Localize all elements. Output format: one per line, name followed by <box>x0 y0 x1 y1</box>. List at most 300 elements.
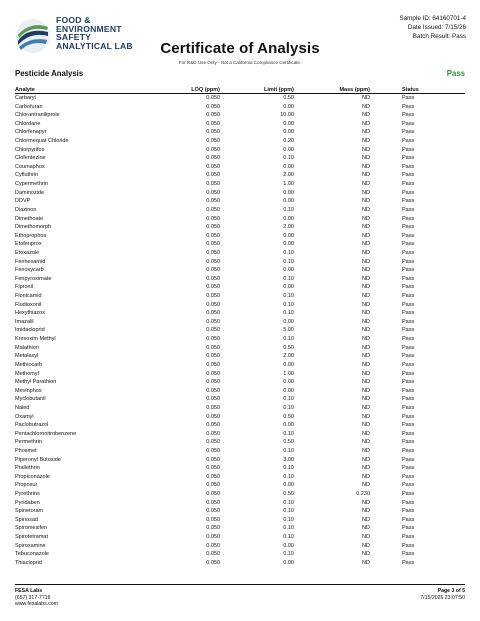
status-cell: Pass <box>402 551 415 558</box>
loq-cell: 0.050 <box>206 473 220 480</box>
table-row <box>15 447 465 456</box>
loq-cell: 0.050 <box>206 404 220 411</box>
limit-cell: 0.00 <box>283 103 294 110</box>
loq-cell: 0.050 <box>206 353 220 360</box>
analyte-cell: Paclobutrazol <box>15 422 49 429</box>
analyte-cell: Cyfluthrin <box>15 172 39 179</box>
analyte-cell: Fludioxonil <box>15 301 42 308</box>
results-body <box>15 94 465 568</box>
status-cell: Pass <box>402 241 415 248</box>
analyte-cell: Clofentezine <box>15 155 46 162</box>
loq-cell: 0.050 <box>206 516 220 523</box>
table-row <box>15 163 465 172</box>
analyte-cell: Propiconazole <box>15 473 50 480</box>
mass-cell: ND <box>362 482 370 489</box>
loq-cell: 0.050 <box>206 249 220 256</box>
status-cell: Pass <box>402 370 415 377</box>
limit-cell: 0.00 <box>283 379 294 386</box>
mass-cell: ND <box>362 361 370 368</box>
limit-cell: 0.00 <box>283 482 294 489</box>
loq-cell: 0.050 <box>206 387 220 394</box>
footer-website: www.fesalabs.com <box>15 601 58 607</box>
mass-cell: ND <box>362 336 370 343</box>
table-row <box>15 387 465 396</box>
loq-cell: 0.050 <box>206 129 220 136</box>
status-cell: Pass <box>402 473 415 480</box>
column-header-analyte: Analyte <box>15 86 170 94</box>
analyte-cell: Etoxazole <box>15 249 40 256</box>
loq-cell: 0.050 <box>206 430 220 437</box>
table-row <box>15 524 465 533</box>
limit-cell: 0.10 <box>283 508 294 515</box>
loq-cell: 0.050 <box>206 103 220 110</box>
table-row <box>15 258 465 267</box>
status-cell: Pass <box>402 482 415 489</box>
mass-cell: ND <box>362 499 370 506</box>
mass-cell: ND <box>362 120 370 127</box>
limit-cell: 1.00 <box>283 181 294 188</box>
table-row <box>15 507 465 516</box>
table-row <box>15 361 465 370</box>
loq-cell: 0.050 <box>206 172 220 179</box>
analyte-cell: Carbofuran <box>15 103 43 110</box>
analyte-cell: Diazinon <box>15 206 37 213</box>
limit-cell: 0.10 <box>283 293 294 300</box>
table-row <box>15 533 465 542</box>
table-row <box>15 318 465 327</box>
analyte-cell: Methyl Parathion <box>15 379 57 386</box>
mass-cell: ND <box>362 138 370 145</box>
table-row <box>15 378 465 387</box>
status-cell: Pass <box>402 422 415 429</box>
mass-cell: ND <box>362 258 370 265</box>
table-row <box>15 413 465 422</box>
status-cell: Pass <box>402 542 415 549</box>
status-cell: Pass <box>402 516 415 523</box>
analyte-cell: Spiromesifen <box>15 525 48 532</box>
table-row <box>15 456 465 465</box>
table-row <box>15 215 465 224</box>
loq-cell: 0.050 <box>206 301 220 308</box>
analyte-cell: DDVP <box>15 198 31 205</box>
limit-cell: 2.00 <box>283 353 294 360</box>
limit-cell: 0.50 <box>283 95 294 101</box>
analyte-cell: Mevinphos <box>15 387 42 394</box>
limit-cell: 0.00 <box>283 267 294 274</box>
table-row <box>15 499 465 508</box>
loq-cell: 0.050 <box>206 396 220 403</box>
limit-cell: 0.00 <box>283 361 294 368</box>
status-cell: Pass <box>402 525 415 532</box>
status-cell: Pass <box>402 534 415 541</box>
mass-cell: ND <box>362 370 370 377</box>
table-row <box>15 559 465 568</box>
limit-cell: 0.10 <box>283 301 294 308</box>
logo-line: ANALYTICAL LAB <box>56 40 133 51</box>
loq-cell: 0.050 <box>206 379 220 386</box>
footer-page-number: Page 3 of 5 <box>437 588 465 594</box>
analyte-cell: Methomyl <box>15 370 39 377</box>
status-cell: Pass <box>402 267 415 274</box>
footer-divider <box>15 584 465 585</box>
limit-cell: 0.50 <box>283 344 294 351</box>
mass-cell: ND <box>362 112 370 119</box>
limit-cell: 0.00 <box>283 284 294 291</box>
table-row <box>15 309 465 318</box>
batch-result: Batch Result: Pass <box>412 33 466 40</box>
table-row <box>15 516 465 525</box>
limit-cell: 0.10 <box>283 404 294 411</box>
loq-cell: 0.050 <box>206 258 220 265</box>
analyte-cell: Hexythiazox <box>15 310 45 317</box>
mass-cell: ND <box>362 241 370 248</box>
mass-cell: ND <box>362 95 370 101</box>
loq-cell: 0.050 <box>206 344 220 351</box>
limit-cell: 0.00 <box>283 129 294 136</box>
analyte-cell: Myclobutanil <box>15 396 46 403</box>
table-row <box>15 128 465 137</box>
mass-cell: ND <box>362 103 370 110</box>
mass-cell: ND <box>362 430 370 437</box>
loq-cell: 0.050 <box>206 284 220 291</box>
loq-cell: 0.050 <box>206 370 220 377</box>
status-cell: Pass <box>402 404 415 411</box>
status-cell: Pass <box>402 224 415 231</box>
loq-cell: 0.050 <box>206 327 220 334</box>
status-cell: Pass <box>402 499 415 506</box>
limit-cell: 0.10 <box>283 499 294 506</box>
limit-cell: 0.10 <box>283 525 294 532</box>
table-row <box>15 240 465 249</box>
loq-cell: 0.050 <box>206 482 220 489</box>
table-row <box>15 335 465 344</box>
limit-cell: 0.00 <box>283 146 294 153</box>
loq-cell: 0.050 <box>206 534 220 541</box>
analyte-cell: Prallethrin <box>15 465 40 472</box>
status-cell: Pass <box>402 215 415 222</box>
limit-cell: 0.00 <box>283 318 294 325</box>
limit-cell: 0.10 <box>283 336 294 343</box>
mass-cell: ND <box>362 318 370 325</box>
loq-cell: 0.050 <box>206 112 220 119</box>
status-cell: Pass <box>402 336 415 343</box>
loq-cell: 0.050 <box>206 559 220 566</box>
disclaimer: For R&D Use Only - Not a California Compliance Certificate. <box>178 60 302 65</box>
date-issued: Date Issued: 7/15/26 <box>407 24 466 31</box>
table-row <box>15 266 465 275</box>
loq-cell: 0.050 <box>206 155 220 162</box>
analyte-cell: Flonicamid <box>15 293 42 300</box>
table-row <box>15 473 465 482</box>
limit-cell: 2.00 <box>283 224 294 231</box>
limit-cell: 0.10 <box>283 534 294 541</box>
limit-cell: 0.10 <box>283 430 294 437</box>
table-row <box>15 146 465 155</box>
status-cell: Pass <box>402 379 415 386</box>
limit-cell: 0.10 <box>283 249 294 256</box>
mass-cell: ND <box>362 284 370 291</box>
status-cell: Pass <box>402 413 415 420</box>
limit-cell: 10.00 <box>280 112 294 119</box>
status-cell: Pass <box>402 456 415 463</box>
table-row <box>15 352 465 361</box>
loq-cell: 0.050 <box>206 318 220 325</box>
mass-cell: ND <box>362 465 370 472</box>
mass-cell: ND <box>362 181 370 188</box>
footer-lab-name: FESA Labs <box>15 588 43 594</box>
table-row <box>15 232 465 241</box>
status-cell: Pass <box>402 318 415 325</box>
status-cell: Pass <box>402 430 415 437</box>
table-row <box>15 438 465 447</box>
analyte-cell: Fenpyroximate <box>15 275 52 282</box>
mass-cell: ND <box>362 310 370 317</box>
table-row <box>15 421 465 430</box>
status-cell: Pass <box>402 327 415 334</box>
column-header-loq: LOQ (ppm) <box>170 86 244 94</box>
mass-cell: ND <box>362 155 370 162</box>
status-cell: Pass <box>402 146 415 153</box>
table-row <box>15 171 465 180</box>
table-row <box>15 103 465 112</box>
analyte-cell: Fenoxycarb <box>15 267 44 274</box>
table-row <box>15 189 465 198</box>
column-header-status: Status <box>402 86 465 94</box>
sample-id: Sample ID: 64160701-4 <box>399 15 466 22</box>
analyte-cell: Etofenprox <box>15 241 42 248</box>
analyte-cell: Cypermethrin <box>15 181 49 188</box>
status-cell: Pass <box>402 155 415 162</box>
document-header <box>0 0 480 62</box>
analyte-cell: Coumaphos <box>15 163 45 170</box>
loq-cell: 0.050 <box>206 120 220 127</box>
analyte-cell: Metalaxyl <box>15 353 39 360</box>
limit-cell: 0.10 <box>283 551 294 558</box>
status-cell: Pass <box>402 258 415 265</box>
status-cell: Pass <box>402 361 415 368</box>
mass-cell: ND <box>362 396 370 403</box>
table-row <box>15 249 465 258</box>
limit-cell: 0.20 <box>283 138 294 145</box>
mass-cell: ND <box>362 172 370 179</box>
mass-cell: ND <box>362 224 370 231</box>
status-cell: Pass <box>402 559 415 566</box>
loq-cell: 0.050 <box>206 551 220 558</box>
table-row <box>15 197 465 206</box>
loq-cell: 0.050 <box>206 413 220 420</box>
status-cell: Pass <box>402 138 415 145</box>
analyte-cell: Daminozide <box>15 189 45 196</box>
loq-cell: 0.050 <box>206 491 220 498</box>
mass-cell: ND <box>362 534 370 541</box>
status-cell: Pass <box>402 189 415 196</box>
analyte-cell: Kresoxim Methyl <box>15 336 56 343</box>
table-row <box>15 550 465 559</box>
table-row <box>15 542 465 551</box>
status-cell: Pass <box>402 491 415 498</box>
mass-cell: ND <box>362 413 370 420</box>
limit-cell: 0.10 <box>283 310 294 317</box>
limit-cell: 0.00 <box>283 120 294 127</box>
mass-cell: ND <box>362 379 370 386</box>
footer-page-info <box>420 588 465 601</box>
status-cell: Pass <box>402 129 415 136</box>
analyte-cell: Imazalil <box>15 318 34 325</box>
limit-cell: 0.50 <box>283 439 294 446</box>
loq-cell: 0.050 <box>206 189 220 196</box>
limit-cell: 0.10 <box>283 447 294 454</box>
limit-cell: 0.00 <box>283 189 294 196</box>
column-header-mass: Mass (ppm) <box>314 86 402 94</box>
logo-line: FOOD & <box>56 15 91 25</box>
limit-cell: 0.00 <box>283 163 294 170</box>
loq-cell: 0.050 <box>206 542 220 549</box>
mass-cell: ND <box>362 275 370 282</box>
mass-cell: ND <box>362 525 370 532</box>
analyte-cell: Fenhexamid <box>15 258 46 265</box>
analyte-cell: Tebuconazole <box>15 551 49 558</box>
sample-meta <box>399 14 466 41</box>
loq-cell: 0.050 <box>206 422 220 429</box>
status-cell: Pass <box>402 232 415 239</box>
status-cell: Pass <box>402 387 415 394</box>
analyte-cell: Pyrethrins <box>15 491 40 498</box>
table-row <box>15 275 465 284</box>
loq-cell: 0.050 <box>206 198 220 205</box>
analyte-cell: Dimethomorph <box>15 224 52 231</box>
table-row <box>15 111 465 120</box>
limit-cell: 0.10 <box>283 258 294 265</box>
mass-cell: ND <box>362 198 370 205</box>
mass-cell: ND <box>362 344 370 351</box>
table-row <box>15 464 465 473</box>
limit-cell: 0.00 <box>283 559 294 566</box>
loq-cell: 0.050 <box>206 215 220 222</box>
table-row <box>15 154 465 163</box>
loq-cell: 0.050 <box>206 447 220 454</box>
status-cell: Pass <box>402 103 415 110</box>
limit-cell: 0.50 <box>283 491 294 498</box>
logo-line: ENVIRONMENT <box>56 23 122 34</box>
mass-cell: ND <box>362 189 370 196</box>
status-cell: Pass <box>402 465 415 472</box>
table-row <box>15 344 465 353</box>
loq-cell: 0.050 <box>206 181 220 188</box>
mass-cell: ND <box>362 301 370 308</box>
mass-cell: ND <box>362 473 370 480</box>
analyte-cell: Carbaryl <box>15 95 36 101</box>
status-cell: Pass <box>402 249 415 256</box>
table-row <box>15 223 465 232</box>
limit-cell: 0.00 <box>283 215 294 222</box>
table-row <box>15 180 465 189</box>
status-cell: Pass <box>402 439 415 446</box>
table-row <box>15 430 465 439</box>
mass-cell: ND <box>362 542 370 549</box>
loq-cell: 0.050 <box>206 224 220 231</box>
analyte-cell: Malathion <box>15 344 39 351</box>
analyte-cell: Spiroxamine <box>15 542 46 549</box>
status-cell: Pass <box>402 344 415 351</box>
limit-cell: 0.10 <box>283 396 294 403</box>
status-cell: Pass <box>402 120 415 127</box>
status-cell: Pass <box>402 275 415 282</box>
table-row <box>15 490 465 499</box>
limit-cell: 0.10 <box>283 155 294 162</box>
table-row <box>15 395 465 404</box>
loq-cell: 0.050 <box>206 465 220 472</box>
pesticide-results-table <box>15 86 465 568</box>
limit-cell: 1.00 <box>283 370 294 377</box>
limit-cell: 3.00 <box>283 456 294 463</box>
table-row <box>15 120 465 129</box>
loq-cell: 0.050 <box>206 138 220 145</box>
status-cell: Pass <box>402 284 415 291</box>
loq-cell: 0.050 <box>206 293 220 300</box>
table-row <box>15 292 465 301</box>
footer-lab-info <box>15 588 58 608</box>
mass-cell: ND <box>362 353 370 360</box>
analyte-cell: Phosmet <box>15 447 37 454</box>
table-row <box>15 206 465 215</box>
status-cell: Pass <box>402 353 415 360</box>
mass-cell: ND <box>362 146 370 153</box>
footer-phone: (657) 317-7716 <box>15 594 51 601</box>
analyte-cell: Pyridaben <box>15 499 40 506</box>
limit-cell: 0.50 <box>283 413 294 420</box>
limit-cell: 0.10 <box>283 473 294 480</box>
analyte-cell: Chlordane <box>15 120 41 127</box>
column-header-limit: Limit (ppm) <box>244 86 314 94</box>
footer-timestamp: 7/15/2026 23:07:50 <box>420 594 465 601</box>
status-cell: Pass <box>402 310 415 317</box>
status-cell: Pass <box>402 508 415 515</box>
limit-cell: 2.00 <box>283 172 294 179</box>
table-row <box>15 326 465 335</box>
limit-cell: 0.10 <box>283 516 294 523</box>
mass-cell: ND <box>362 163 370 170</box>
mass-cell: ND <box>362 387 370 394</box>
mass-cell: ND <box>362 456 370 463</box>
limit-cell: 0.00 <box>283 198 294 205</box>
mass-cell: ND <box>362 508 370 515</box>
status-cell: Pass <box>402 396 415 403</box>
analyte-cell: Permethrin <box>15 439 42 446</box>
limit-cell: 5.00 <box>283 327 294 334</box>
analyte-cell: Propoxur <box>15 482 38 489</box>
loq-cell: 0.050 <box>206 456 220 463</box>
mass-cell: 0.230 <box>356 491 370 498</box>
loq-cell: 0.050 <box>206 95 220 101</box>
mass-cell: ND <box>362 447 370 454</box>
status-cell: Pass <box>402 301 415 308</box>
mass-cell: ND <box>362 551 370 558</box>
limit-cell: 0.00 <box>283 232 294 239</box>
section-title: Pesticide Analysis <box>15 69 84 78</box>
limit-cell: 0.10 <box>283 206 294 213</box>
loq-cell: 0.050 <box>206 146 220 153</box>
status-cell: Pass <box>402 163 415 170</box>
table-row <box>15 481 465 490</box>
loq-cell: 0.050 <box>206 310 220 317</box>
loq-cell: 0.050 <box>206 232 220 239</box>
status-cell: Pass <box>402 447 415 454</box>
analyte-cell: Spirotetramat <box>15 534 49 541</box>
table-row <box>15 370 465 379</box>
mass-cell: ND <box>362 516 370 523</box>
analyte-cell: Methiocarb <box>15 361 43 368</box>
table-row <box>15 301 465 310</box>
